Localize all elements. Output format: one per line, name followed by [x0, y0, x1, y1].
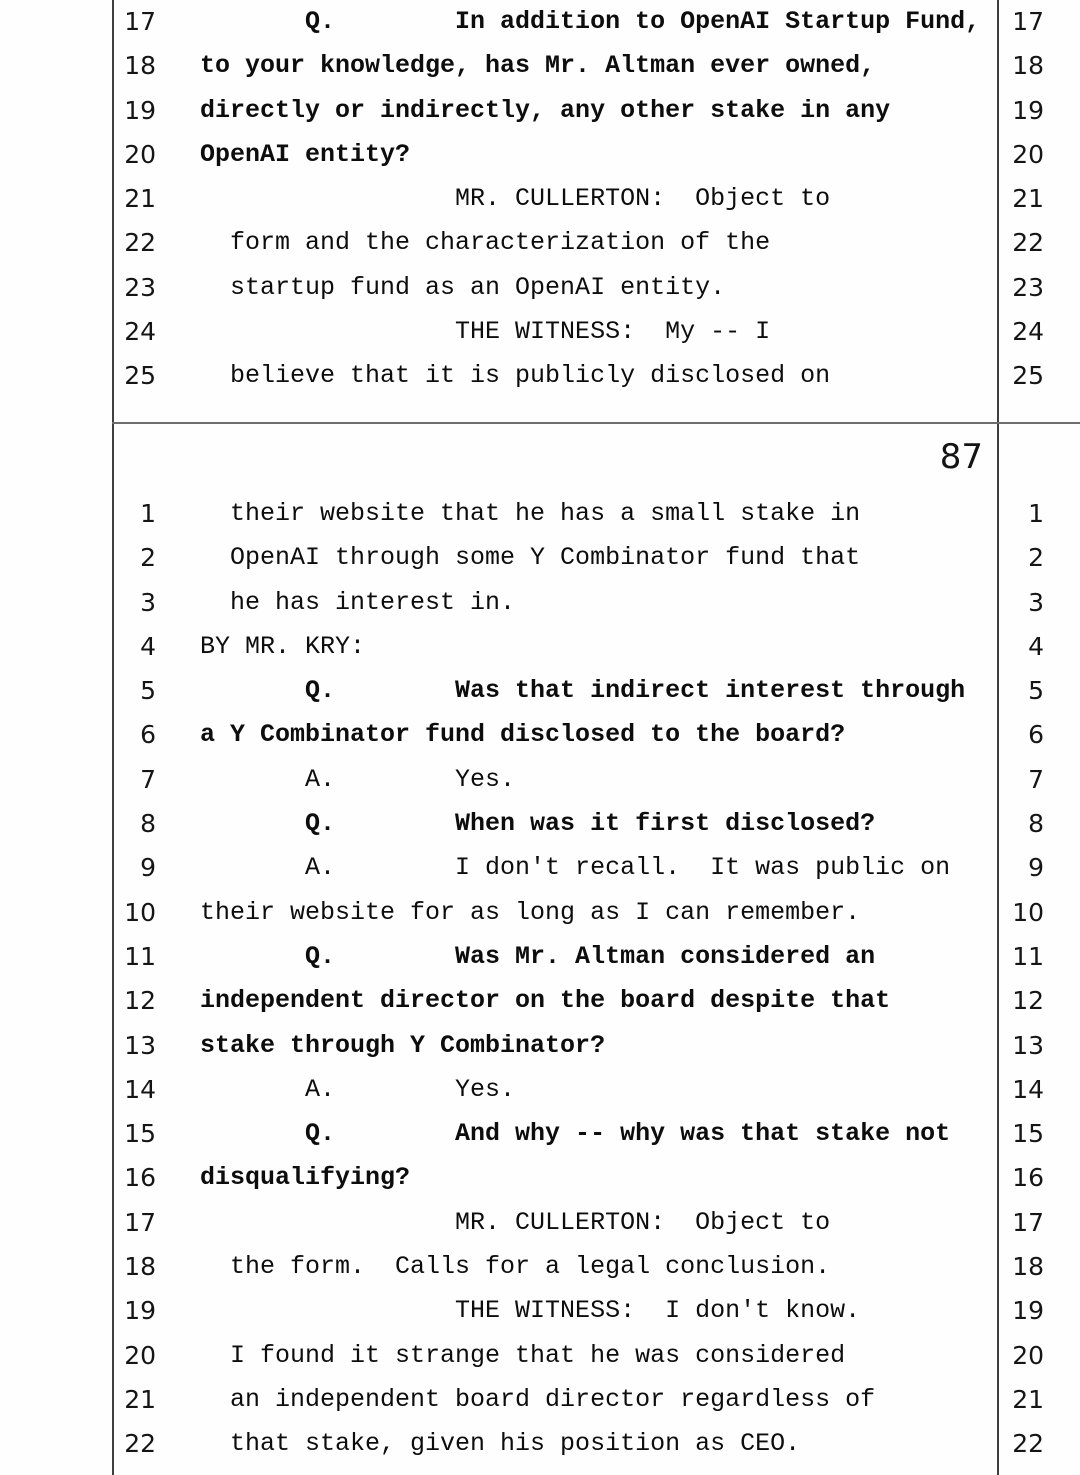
page-separator-line [112, 422, 1080, 424]
line-text: OpenAI entity? [200, 139, 411, 169]
transcript-line [0, 758, 1080, 802]
line-number-left: 4 [140, 631, 156, 661]
line-text: stake through Y Combinator? [200, 1030, 606, 1060]
line-number-left: 17 [124, 1207, 156, 1237]
page-number: 87 [939, 437, 983, 477]
line-number-right: 16 [1012, 1163, 1044, 1193]
line-number-right: 20 [1012, 139, 1044, 169]
line-text: form and the characterization of the [200, 228, 771, 258]
line-number-right: 11 [1012, 941, 1044, 971]
line-number-right: 13 [1012, 1030, 1044, 1060]
line-number-right: 21 [1012, 184, 1044, 214]
page-2-block [0, 492, 1080, 1467]
line-number-left: 19 [124, 1296, 156, 1326]
line-number-right: 2 [1028, 543, 1044, 573]
line-number-right: 7 [1028, 764, 1044, 794]
line-number-right: 6 [1028, 720, 1044, 750]
transcript-line [0, 625, 1080, 669]
line-text: MR. CULLERTON: Object to [200, 1207, 831, 1237]
transcript-line [0, 581, 1080, 625]
line-number-left: 2 [140, 543, 156, 573]
transcript-line [0, 354, 1080, 398]
transcript-line [0, 802, 1080, 846]
line-number-left: 18 [124, 1252, 156, 1282]
line-text: he has interest in. [200, 587, 516, 617]
transcript-line [0, 0, 1080, 44]
line-number-right: 8 [1028, 809, 1044, 839]
line-number-right: 23 [1012, 272, 1044, 302]
transcript-line [0, 935, 1080, 979]
line-number-left: 22 [124, 1429, 156, 1459]
line-number-left: 20 [124, 139, 156, 169]
line-number-right: 17 [1012, 1207, 1044, 1237]
line-number-left: 8 [140, 809, 156, 839]
line-number-left: 6 [140, 720, 156, 750]
transcript-line [0, 221, 1080, 265]
line-number-right: 9 [1028, 853, 1044, 883]
transcript-line [0, 133, 1080, 177]
transcript-line [0, 669, 1080, 713]
transcript-line [0, 1112, 1080, 1156]
transcript-line [0, 1068, 1080, 1112]
line-text: OpenAI through some Y Combinator fund that [200, 543, 861, 573]
line-text: I found it strange that he was considered [200, 1340, 846, 1370]
line-number-right: 15 [1012, 1119, 1044, 1149]
line-number-left: 14 [124, 1074, 156, 1104]
line-number-left: 24 [124, 317, 156, 347]
line-text: their website for as long as I can remember. [200, 897, 861, 927]
line-text: THE WITNESS: My -- I [200, 317, 771, 347]
line-text: the form. Calls for a legal conclusion. [200, 1252, 831, 1282]
line-number-left: 15 [124, 1119, 156, 1149]
line-number-right: 10 [1012, 897, 1044, 927]
line-number-left: 16 [124, 1163, 156, 1193]
line-number-right: 17 [1012, 7, 1044, 36]
line-number-left: 25 [124, 361, 156, 391]
transcript-line [0, 492, 1080, 536]
line-text: Q. And why -- why was that stake not [200, 1119, 951, 1149]
transcript-line [0, 89, 1080, 133]
line-text: A. I don't recall. It was public on [200, 853, 951, 883]
line-text: that stake, given his position as CEO. [200, 1429, 801, 1459]
line-number-left: 20 [124, 1340, 156, 1370]
line-text: A. Yes. [200, 764, 516, 794]
line-number-left: 13 [124, 1030, 156, 1060]
line-number-right: 22 [1012, 228, 1044, 258]
line-number-right: 12 [1012, 986, 1044, 1016]
line-number-right: 14 [1012, 1074, 1044, 1104]
line-number-left: 21 [124, 1384, 156, 1414]
line-number-right: 4 [1028, 631, 1044, 661]
transcript-line [0, 713, 1080, 757]
transcript-line [0, 536, 1080, 580]
line-number-left: 17 [124, 7, 156, 36]
line-number-left: 5 [140, 676, 156, 706]
line-number-right: 20 [1012, 1340, 1044, 1370]
line-number-left: 12 [124, 986, 156, 1016]
line-number-left: 10 [124, 897, 156, 927]
line-text: directly or indirectly, any other stake in any [200, 95, 891, 125]
line-number-right: 21 [1012, 1384, 1044, 1414]
transcript-line [0, 1422, 1080, 1466]
line-number-left: 19 [124, 95, 156, 125]
line-number-right: 3 [1028, 587, 1044, 617]
line-text: to your knowledge, has Mr. Altman ever owned, [200, 51, 876, 81]
line-number-right: 25 [1012, 361, 1044, 391]
line-text: MR. CULLERTON: Object to [200, 184, 831, 214]
line-text: BY MR. KRY: [200, 631, 366, 661]
line-text: Q. When was it first disclosed? [200, 809, 876, 839]
transcript-line [0, 1201, 1080, 1245]
line-number-left: 18 [124, 51, 156, 81]
line-number-left: 9 [140, 853, 156, 883]
transcript-line [0, 1334, 1080, 1378]
line-text: THE WITNESS: I don't know. [200, 1296, 861, 1326]
line-text: disqualifying? [200, 1163, 411, 1193]
line-number-right: 24 [1012, 317, 1044, 347]
transcript-line [0, 1245, 1080, 1289]
line-number-left: 3 [140, 587, 156, 617]
line-number-left: 11 [124, 941, 156, 971]
transcript-line [0, 266, 1080, 310]
line-text: Q. In addition to OpenAI Startup Fund, [200, 7, 981, 36]
line-text: A. Yes. [200, 1074, 516, 1104]
line-number-left: 23 [124, 272, 156, 302]
line-number-right: 19 [1012, 1296, 1044, 1326]
line-number-right: 5 [1028, 676, 1044, 706]
transcript-line [0, 891, 1080, 935]
transcript-line [0, 1156, 1080, 1200]
transcript-line [0, 44, 1080, 88]
page-1-block [0, 0, 1080, 399]
line-number-right: 22 [1012, 1429, 1044, 1459]
line-number-right: 1 [1028, 499, 1044, 528]
transcript-line [0, 979, 1080, 1023]
transcript-line [0, 1289, 1080, 1333]
transcript-line [0, 1378, 1080, 1422]
transcript-line [0, 177, 1080, 221]
line-text: their website that he has a small stake in [200, 499, 861, 528]
line-text: Q. Was that indirect interest through [200, 676, 966, 706]
transcript-line [0, 1024, 1080, 1068]
line-text: a Y Combinator fund disclosed to the board? [200, 720, 846, 750]
line-number-left: 21 [124, 184, 156, 214]
transcript-line [0, 310, 1080, 354]
line-text: an independent board director regardless of [200, 1384, 876, 1414]
line-number-left: 7 [140, 764, 156, 794]
line-text: independent director on the board despite that [200, 986, 891, 1016]
line-number-left: 1 [140, 499, 156, 528]
line-text: believe that it is publicly disclosed on [200, 361, 831, 391]
line-number-left: 22 [124, 228, 156, 258]
line-text: startup fund as an OpenAI entity. [200, 272, 726, 302]
line-text: Q. Was Mr. Altman considered an [200, 941, 876, 971]
line-number-right: 19 [1012, 95, 1044, 125]
line-number-right: 18 [1012, 51, 1044, 81]
transcript-line [0, 846, 1080, 890]
line-number-right: 18 [1012, 1252, 1044, 1282]
